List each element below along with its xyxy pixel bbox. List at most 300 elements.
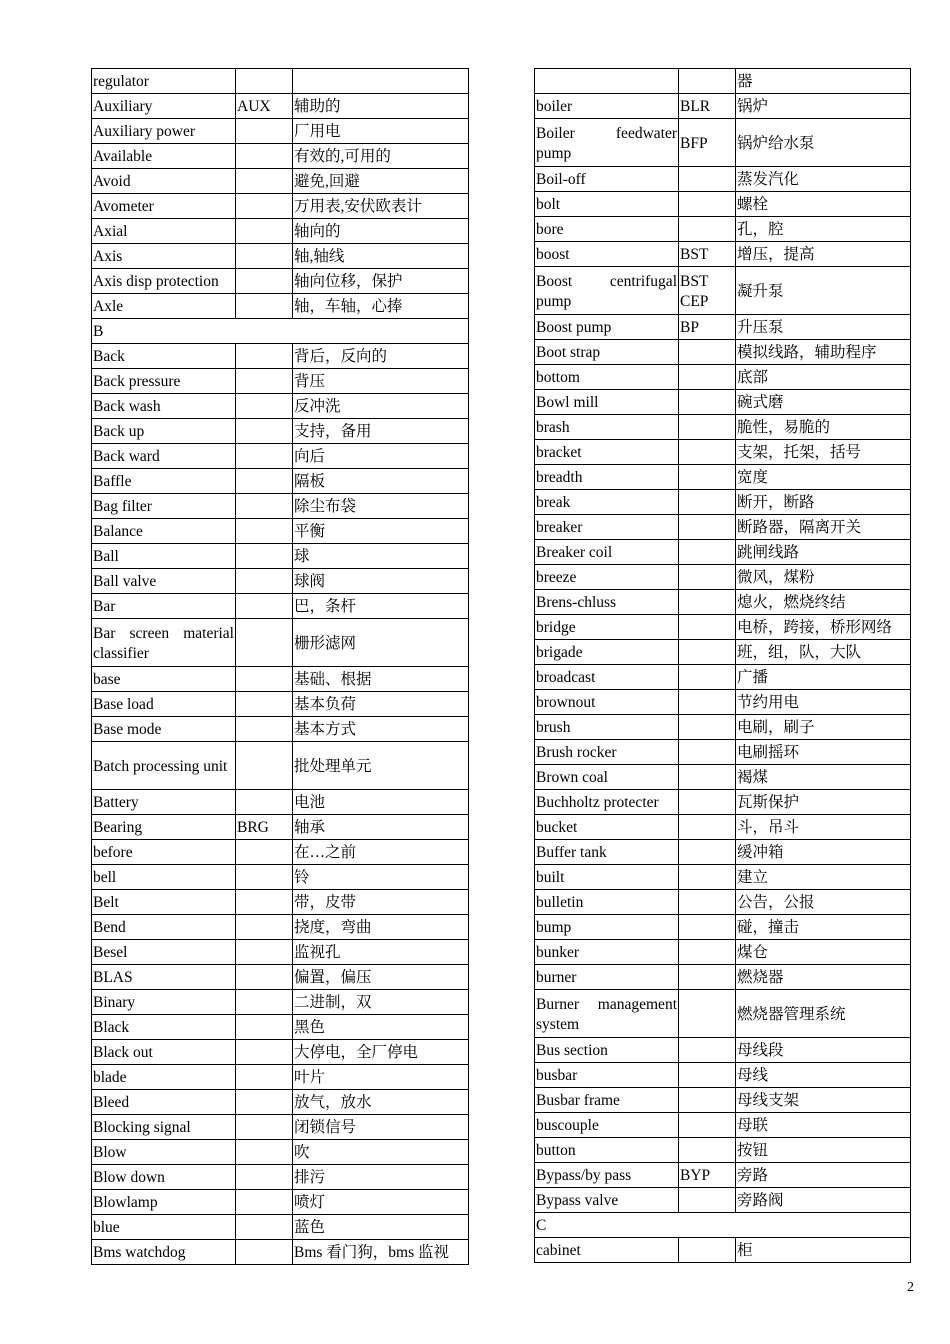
glossary-row <box>535 540 911 565</box>
chinese-translation: 背压 <box>293 369 469 394</box>
chinese-translation: 平衡 <box>293 519 469 544</box>
chinese-translation <box>293 69 469 94</box>
english-term: button <box>535 1138 679 1163</box>
chinese-translation: 球 <box>293 544 469 569</box>
chinese-translation: 基础、根据 <box>293 667 469 692</box>
abbreviation <box>236 1165 293 1190</box>
chinese-translation: 蓝色 <box>293 1215 469 1240</box>
abbreviation <box>236 119 293 144</box>
chinese-translation: 增压，提高 <box>736 242 911 267</box>
english-term: Batch processing unit <box>92 742 236 790</box>
glossary-row <box>92 940 469 965</box>
english-term: Bleed <box>92 1090 236 1115</box>
glossary-row <box>535 1038 911 1063</box>
english-term: Bypass/by pass <box>535 1163 679 1188</box>
english-term: Black <box>92 1015 236 1040</box>
english-term: Bowl mill <box>535 390 679 415</box>
glossary-row <box>92 569 469 594</box>
english-term: Burner management system <box>535 990 679 1038</box>
english-term: Busbar frame <box>535 1088 679 1113</box>
chinese-translation: 黑色 <box>293 1015 469 1040</box>
abbreviation <box>236 344 293 369</box>
glossary-row <box>92 1215 469 1240</box>
abbreviation <box>679 590 736 615</box>
english-term: Belt <box>92 890 236 915</box>
abbreviation <box>236 194 293 219</box>
english-term: Axis disp protection <box>92 269 236 294</box>
chinese-translation: 宽度 <box>736 465 911 490</box>
glossary-row <box>535 615 911 640</box>
english-term: Bypass valve <box>535 1188 679 1213</box>
glossary-row <box>92 1015 469 1040</box>
abbreviation <box>236 444 293 469</box>
chinese-translation: 煤仓 <box>736 940 911 965</box>
abbreviation <box>236 1190 293 1215</box>
abbreviation <box>679 615 736 640</box>
abbreviation <box>236 965 293 990</box>
chinese-translation: 大停电，全厂停电 <box>293 1040 469 1065</box>
abbreviation <box>679 440 736 465</box>
abbreviation <box>236 144 293 169</box>
chinese-translation: 轴向的 <box>293 219 469 244</box>
chinese-translation: 支持，备用 <box>293 419 469 444</box>
glossary-row <box>92 990 469 1015</box>
abbreviation <box>679 940 736 965</box>
abbreviation <box>679 1038 736 1063</box>
abbreviation <box>236 1115 293 1140</box>
chinese-translation: 辅助的 <box>293 94 469 119</box>
page-number: 2 <box>907 1280 914 1295</box>
chinese-translation: 母联 <box>736 1113 911 1138</box>
chinese-translation: 批处理单元 <box>293 742 469 790</box>
english-term: Bar screen material classifier <box>92 619 236 667</box>
abbreviation <box>679 1113 736 1138</box>
english-term: Balance <box>92 519 236 544</box>
chinese-translation: 有效的,可用的 <box>293 144 469 169</box>
english-term: bottom <box>535 365 679 390</box>
abbreviation <box>679 865 736 890</box>
chinese-translation: 排污 <box>293 1165 469 1190</box>
chinese-translation: 熄火，燃烧终结 <box>736 590 911 615</box>
english-term: bulletin <box>535 890 679 915</box>
chinese-translation: 旁路 <box>736 1163 911 1188</box>
abbreviation <box>236 619 293 667</box>
english-term: Bend <box>92 915 236 940</box>
english-term: regulator <box>92 69 236 94</box>
english-term: brush <box>535 715 679 740</box>
glossary-row <box>535 690 911 715</box>
english-term: Brens-chluss <box>535 590 679 615</box>
abbreviation: BST <box>679 242 736 267</box>
english-term: bell <box>92 865 236 890</box>
abbreviation: BST CEP <box>679 267 736 315</box>
english-term: base <box>92 667 236 692</box>
glossary-row <box>535 815 911 840</box>
abbreviation <box>236 1040 293 1065</box>
abbreviation <box>679 815 736 840</box>
abbreviation <box>679 515 736 540</box>
abbreviation <box>679 167 736 192</box>
abbreviation <box>236 294 293 319</box>
chinese-translation: 基本方式 <box>293 717 469 742</box>
chinese-translation: 带，皮带 <box>293 890 469 915</box>
chinese-translation: 栅形滤网 <box>293 619 469 667</box>
abbreviation <box>236 1090 293 1115</box>
abbreviation <box>679 915 736 940</box>
english-term: Boil-off <box>535 167 679 192</box>
glossary-row <box>535 1063 911 1088</box>
abbreviation <box>236 692 293 717</box>
english-term: Avometer <box>92 194 236 219</box>
abbreviation <box>679 390 736 415</box>
glossary-row <box>535 890 911 915</box>
english-term: Base mode <box>92 717 236 742</box>
chinese-translation: 向后 <box>293 444 469 469</box>
english-term: boost <box>535 242 679 267</box>
chinese-translation: 瓦斯保护 <box>736 790 911 815</box>
abbreviation: BP <box>679 315 736 340</box>
english-term: BLAS <box>92 965 236 990</box>
english-term: breeze <box>535 565 679 590</box>
english-term: bore <box>535 217 679 242</box>
english-term: Back <box>92 344 236 369</box>
glossary-row <box>535 515 911 540</box>
chinese-translation: 燃烧器管理系统 <box>736 990 911 1038</box>
english-term: bucket <box>535 815 679 840</box>
chinese-translation: 轴,轴线 <box>293 244 469 269</box>
chinese-translation: 放气，放水 <box>293 1090 469 1115</box>
abbreviation <box>679 69 736 94</box>
english-term: Back up <box>92 419 236 444</box>
chinese-translation: 锅炉给水泵 <box>736 119 911 167</box>
abbreviation <box>236 469 293 494</box>
english-term: bracket <box>535 440 679 465</box>
chinese-translation: 跳闸线路 <box>736 540 911 565</box>
chinese-translation: 电桥，跨接，桥形网络 <box>736 615 911 640</box>
glossary-row <box>535 465 911 490</box>
english-term: Boiler feedwater pump <box>535 119 679 167</box>
glossary-row <box>92 742 469 790</box>
abbreviation <box>236 69 293 94</box>
glossary-row <box>535 665 911 690</box>
chinese-translation: 叶片 <box>293 1065 469 1090</box>
english-term: Blow down <box>92 1165 236 1190</box>
english-term: brigade <box>535 640 679 665</box>
glossary-row <box>92 344 469 369</box>
english-term: bridge <box>535 615 679 640</box>
abbreviation <box>679 340 736 365</box>
english-term: Blocking signal <box>92 1115 236 1140</box>
chinese-translation: 挠度，弯曲 <box>293 915 469 940</box>
chinese-translation: 燃烧器 <box>736 965 911 990</box>
abbreviation: BYP <box>679 1163 736 1188</box>
english-term: bunker <box>535 940 679 965</box>
glossary-row <box>92 444 469 469</box>
glossary-row <box>92 394 469 419</box>
english-term: Blow <box>92 1140 236 1165</box>
english-term: Buchholtz protecter <box>535 790 679 815</box>
glossary-row <box>92 717 469 742</box>
chinese-translation: 反冲洗 <box>293 394 469 419</box>
english-term: buscouple <box>535 1113 679 1138</box>
english-term: bolt <box>535 192 679 217</box>
abbreviation <box>679 665 736 690</box>
english-term: break <box>535 490 679 515</box>
glossary-row <box>535 192 911 217</box>
english-term: Auxiliary <box>92 94 236 119</box>
chinese-translation: 电刷摇环 <box>736 740 911 765</box>
abbreviation <box>679 217 736 242</box>
english-term: Axis <box>92 244 236 269</box>
english-term: Bms watchdog <box>92 1240 236 1265</box>
glossary-row <box>92 519 469 544</box>
glossary-row <box>92 1090 469 1115</box>
glossary-row <box>535 640 911 665</box>
english-term: breadth <box>535 465 679 490</box>
abbreviation <box>236 219 293 244</box>
glossary-row <box>535 1238 911 1263</box>
left-glossary-table <box>91 68 469 1265</box>
chinese-translation: 脆性，易脆的 <box>736 415 911 440</box>
english-term: Back pressure <box>92 369 236 394</box>
glossary-row <box>92 544 469 569</box>
english-term: Black out <box>92 1040 236 1065</box>
glossary-row <box>535 765 911 790</box>
glossary-row <box>535 590 911 615</box>
english-term: burner <box>535 965 679 990</box>
english-term: Ball valve <box>92 569 236 594</box>
glossary-row <box>535 340 911 365</box>
chinese-translation: 按钮 <box>736 1138 911 1163</box>
glossary-row <box>535 1163 911 1188</box>
glossary-row <box>535 267 911 315</box>
glossary-row <box>535 1188 911 1213</box>
chinese-translation: 母线段 <box>736 1038 911 1063</box>
chinese-translation: 器 <box>736 69 911 94</box>
chinese-translation: 班，组，队，大队 <box>736 640 911 665</box>
chinese-translation: 监视孔 <box>293 940 469 965</box>
glossary-row <box>92 840 469 865</box>
chinese-translation: 厂用电 <box>293 119 469 144</box>
english-term: Baffle <box>92 469 236 494</box>
glossary-row <box>535 390 911 415</box>
english-term: Back ward <box>92 444 236 469</box>
glossary-row <box>92 619 469 667</box>
english-term: Axial <box>92 219 236 244</box>
english-term: Boost pump <box>535 315 679 340</box>
english-term: boiler <box>535 94 679 119</box>
glossary-row <box>92 965 469 990</box>
glossary-row <box>535 217 911 242</box>
english-term: Bearing <box>92 815 236 840</box>
english-term: Available <box>92 144 236 169</box>
glossary-row <box>535 865 911 890</box>
english-term: Blowlamp <box>92 1190 236 1215</box>
section-header-row <box>535 1213 911 1238</box>
chinese-translation: 喷灯 <box>293 1190 469 1215</box>
glossary-row <box>535 990 911 1038</box>
chinese-translation: 避免,回避 <box>293 169 469 194</box>
english-term: broadcast <box>535 665 679 690</box>
chinese-translation: 柜 <box>736 1238 911 1263</box>
english-term: Brush rocker <box>535 740 679 765</box>
glossary-row <box>535 565 911 590</box>
chinese-translation: 在…之前 <box>293 840 469 865</box>
left-glossary-body <box>92 69 469 1265</box>
glossary-row <box>92 790 469 815</box>
glossary-row <box>92 169 469 194</box>
abbreviation <box>236 1140 293 1165</box>
glossary-row <box>92 815 469 840</box>
abbreviation <box>679 990 736 1038</box>
chinese-translation: 升压泵 <box>736 315 911 340</box>
abbreviation <box>679 192 736 217</box>
chinese-translation: 螺栓 <box>736 192 911 217</box>
glossary-row <box>535 365 911 390</box>
chinese-translation: 模拟线路，辅助程序 <box>736 340 911 365</box>
abbreviation <box>236 1015 293 1040</box>
abbreviation <box>679 890 736 915</box>
chinese-translation: 断开，断路 <box>736 490 911 515</box>
glossary-row <box>92 269 469 294</box>
abbreviation <box>236 1215 293 1240</box>
abbreviation <box>236 419 293 444</box>
glossary-row <box>535 167 911 192</box>
abbreviation <box>236 244 293 269</box>
abbreviation <box>236 667 293 692</box>
glossary-row <box>92 915 469 940</box>
glossary-row <box>92 667 469 692</box>
chinese-translation: 蒸发汽化 <box>736 167 911 192</box>
abbreviation <box>236 940 293 965</box>
glossary-row <box>92 594 469 619</box>
chinese-translation: 缓冲箱 <box>736 840 911 865</box>
english-term: Avoid <box>92 169 236 194</box>
chinese-translation: 基本负荷 <box>293 692 469 717</box>
glossary-row <box>92 692 469 717</box>
glossary-row <box>535 740 911 765</box>
abbreviation <box>679 765 736 790</box>
glossary-row <box>92 69 469 94</box>
chinese-translation: 支架，托架，括号 <box>736 440 911 465</box>
glossary-row <box>535 119 911 167</box>
english-term: Ball <box>92 544 236 569</box>
glossary-row <box>92 494 469 519</box>
glossary-row <box>535 94 911 119</box>
glossary-row <box>92 219 469 244</box>
english-term: breaker <box>535 515 679 540</box>
abbreviation <box>236 1065 293 1090</box>
chinese-translation: 微风，煤粉 <box>736 565 911 590</box>
glossary-row <box>535 69 911 94</box>
chinese-translation: Bms 看门狗，bms 监视 <box>293 1240 469 1265</box>
glossary-row <box>92 1240 469 1265</box>
glossary-row <box>92 469 469 494</box>
chinese-translation: 凝升泵 <box>736 267 911 315</box>
english-term: Binary <box>92 990 236 1015</box>
abbreviation <box>236 544 293 569</box>
chinese-translation: 褐煤 <box>736 765 911 790</box>
abbreviation <box>236 494 293 519</box>
english-term: bump <box>535 915 679 940</box>
chinese-translation: 除尘布袋 <box>293 494 469 519</box>
chinese-translation: 轴向位移，保护 <box>293 269 469 294</box>
glossary-row <box>92 419 469 444</box>
chinese-translation: 巴，条杆 <box>293 594 469 619</box>
abbreviation <box>679 1088 736 1113</box>
english-term: cabinet <box>535 1238 679 1263</box>
chinese-translation: 二进制，双 <box>293 990 469 1015</box>
abbreviation <box>236 269 293 294</box>
english-term: Besel <box>92 940 236 965</box>
abbreviation <box>236 569 293 594</box>
chinese-translation: 铃 <box>293 865 469 890</box>
abbreviation <box>679 840 736 865</box>
english-term: built <box>535 865 679 890</box>
english-term: Bus section <box>535 1038 679 1063</box>
glossary-row <box>535 440 911 465</box>
abbreviation <box>236 717 293 742</box>
abbreviation <box>236 865 293 890</box>
glossary-row <box>92 194 469 219</box>
chinese-translation: 吹 <box>293 1140 469 1165</box>
glossary-row <box>92 369 469 394</box>
abbreviation <box>679 540 736 565</box>
abbreviation <box>679 740 736 765</box>
glossary-row <box>92 1190 469 1215</box>
glossary-row <box>535 840 911 865</box>
english-term: blue <box>92 1215 236 1240</box>
chinese-translation: 隔板 <box>293 469 469 494</box>
chinese-translation: 偏置，偏压 <box>293 965 469 990</box>
chinese-translation: 建立 <box>736 865 911 890</box>
abbreviation <box>679 640 736 665</box>
english-term: Boost centrifugal pump <box>535 267 679 315</box>
abbreviation <box>679 965 736 990</box>
glossary-row <box>92 1065 469 1090</box>
chinese-translation: 电池 <box>293 790 469 815</box>
abbreviation <box>236 369 293 394</box>
chinese-translation: 广播 <box>736 665 911 690</box>
english-term: Boot strap <box>535 340 679 365</box>
abbreviation <box>679 1188 736 1213</box>
abbreviation <box>236 915 293 940</box>
chinese-translation: 碰，撞击 <box>736 915 911 940</box>
english-term: Axle <box>92 294 236 319</box>
abbreviation <box>679 690 736 715</box>
abbreviation <box>679 415 736 440</box>
glossary-row <box>535 1113 911 1138</box>
chinese-translation: 断路器，隔离开关 <box>736 515 911 540</box>
abbreviation <box>236 519 293 544</box>
chinese-translation: 孔，腔 <box>736 217 911 242</box>
glossary-row <box>92 1165 469 1190</box>
glossary-row <box>535 242 911 267</box>
section-letter: C <box>535 1213 911 1238</box>
glossary-row <box>92 119 469 144</box>
chinese-translation: 轴，车轴，心捧 <box>293 294 469 319</box>
abbreviation <box>679 790 736 815</box>
english-term: Breaker coil <box>535 540 679 565</box>
chinese-translation: 球阀 <box>293 569 469 594</box>
english-term: Battery <box>92 790 236 815</box>
abbreviation <box>679 565 736 590</box>
abbreviation: BRG <box>236 815 293 840</box>
english-term: Base load <box>92 692 236 717</box>
english-term: Auxiliary power <box>92 119 236 144</box>
abbreviation <box>236 790 293 815</box>
english-term <box>535 69 679 94</box>
